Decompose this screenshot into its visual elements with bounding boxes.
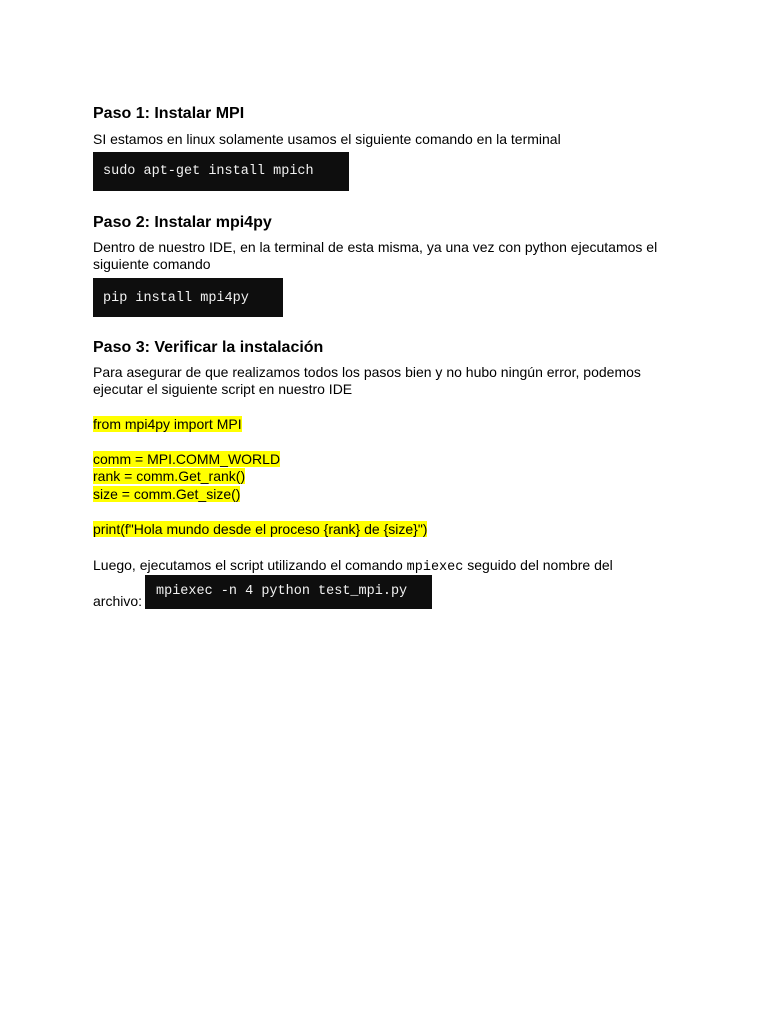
archivo-line	[93, 575, 683, 609]
step3-heading: Paso 3: Verificar la instalación	[93, 338, 324, 356]
step3-command-block: mpiexec -n 4 python test_mpi.py	[145, 575, 432, 609]
code-line	[93, 468, 683, 486]
archivo-label: archivo:	[93, 592, 143, 609]
code-line-text: from mpi4py import MPI	[93, 415, 242, 432]
after-text-after: seguido del nombre del	[463, 557, 613, 573]
code-line	[93, 521, 683, 539]
document-page	[93, 104, 683, 609]
step3-text: Para asegurar de que realizamos todos los pasos bien y no hubo ningún error, podemos ejecutar el siguiente script en nuestro IDE	[93, 363, 641, 397]
code-line-text: size = comm.Get_size()	[93, 485, 241, 502]
step1-text: SI estamos en linux solamente usamos el siguiente comando en la terminal	[93, 131, 561, 147]
code-line	[93, 416, 683, 434]
code-line-text: print(f"Hola mundo desde el proceso {rank} de {size}")	[93, 520, 428, 537]
code-line-text: rank = comm.Get_rank()	[93, 468, 246, 484]
code-line-text: comm = MPI.COMM_WORLD	[93, 450, 281, 467]
step2-heading: Paso 2: Instalar mpi4py	[93, 213, 272, 231]
step2-text: Dentro de nuestro IDE, en la terminal de esta misma, ya una vez con python ejecutamos el siguiente comando	[93, 238, 658, 272]
code-line	[93, 451, 683, 469]
after-text-before: Luego, ejecutamos el script utilizando el comando	[93, 557, 407, 573]
step1-heading: Paso 1: Instalar MPI	[93, 105, 245, 122]
code-snippet	[93, 416, 683, 539]
step1-command-block: sudo apt-get install mpich	[93, 152, 349, 191]
code-line	[93, 486, 683, 504]
step2-command-block: pip install mpi4py	[93, 278, 283, 317]
inline-code-mpiexec: mpiexec	[406, 560, 464, 575]
